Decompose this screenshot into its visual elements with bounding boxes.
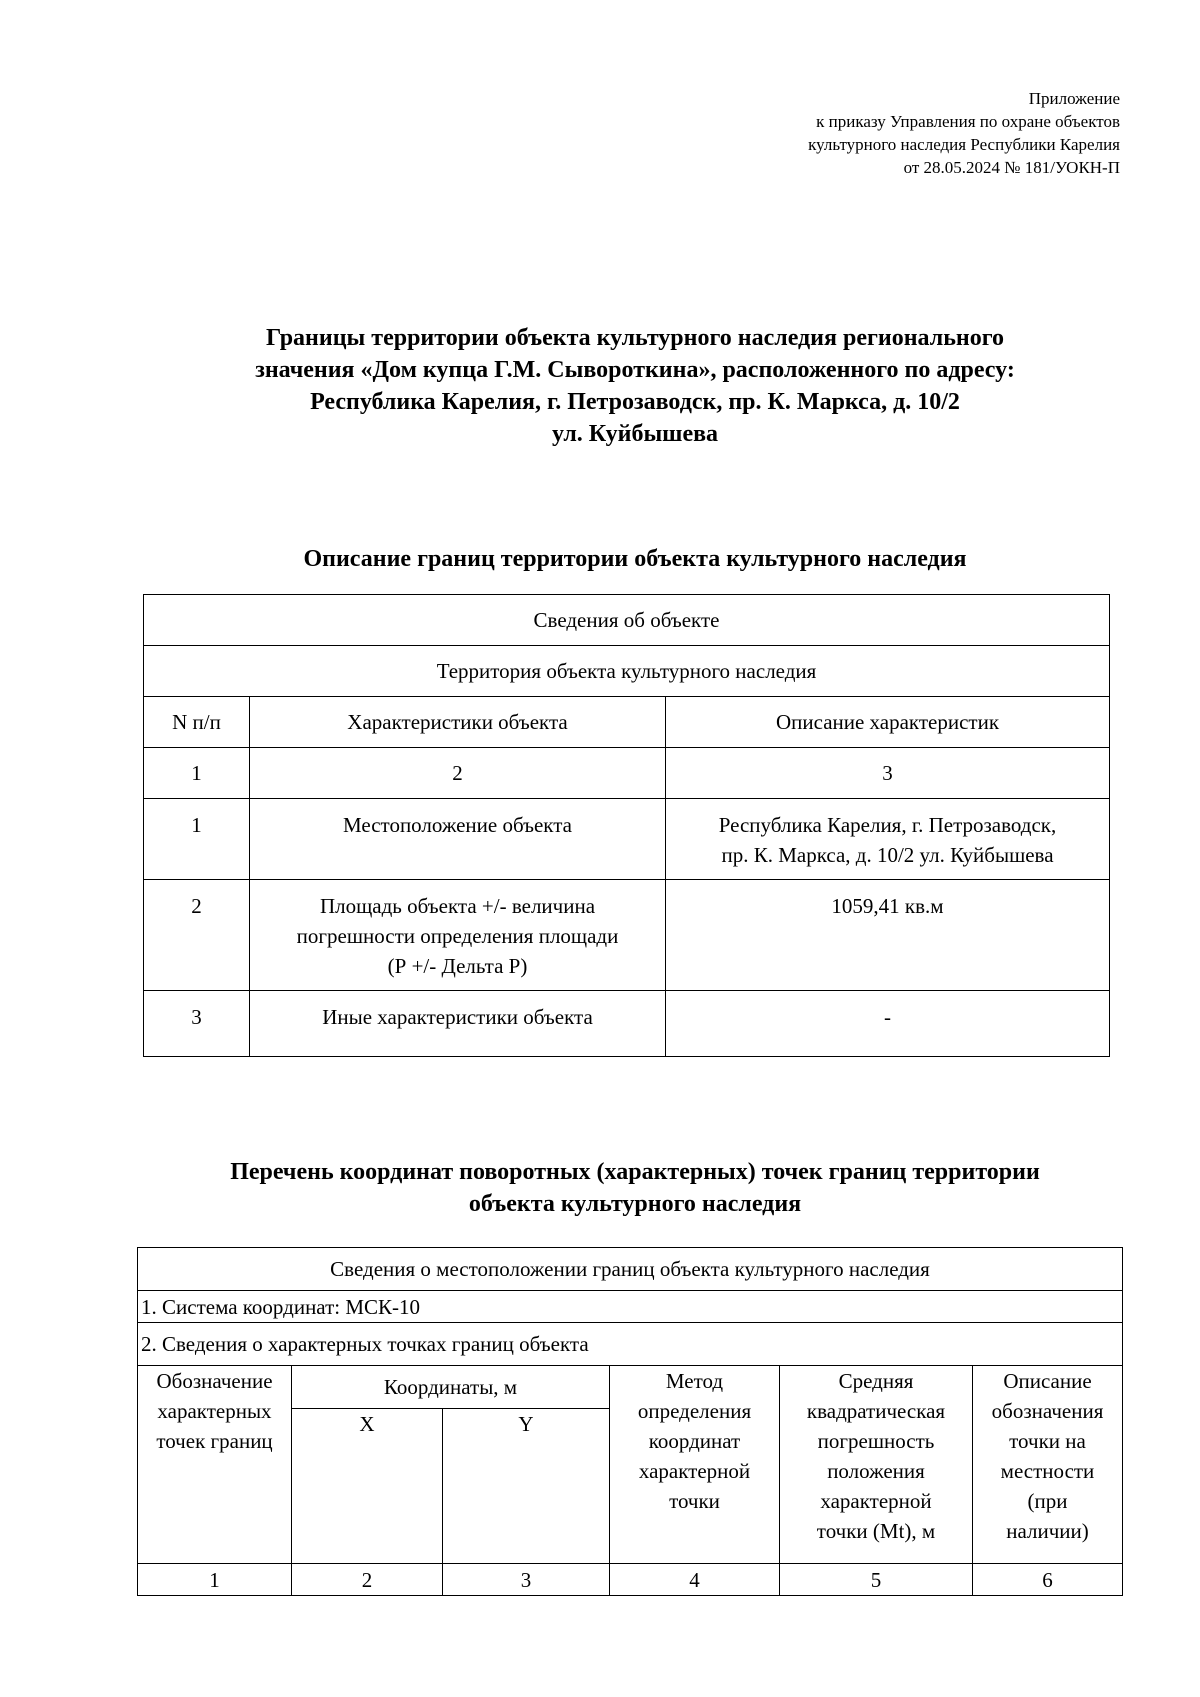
points-info: 2. Сведения о характерных точках границ объекта — [138, 1323, 1123, 1366]
table-row — [144, 880, 1110, 991]
row-description: 1059,41 кв.м — [666, 880, 1110, 991]
table-row — [144, 991, 1110, 1057]
column-header-description: Описание обозначения точки на местности (при наличии) — [973, 1366, 1123, 1564]
appendix-line: к приказу Управления по охране объектов — [816, 112, 1120, 131]
column-header-y: Y — [443, 1409, 610, 1564]
column-number: 4 — [610, 1564, 780, 1596]
coordinate-system: 1. Система координат: МСК-10 — [138, 1291, 1123, 1323]
description-line: пр. К. Маркса, д. 10/2 ул. Куйбышева — [721, 843, 1054, 867]
title-line: Республика Карелия, г. Петрозаводск, пр. К. Маркса, д. 10/2 — [310, 389, 960, 415]
table2-header: Сведения о местоположении границ объекта культурного наследия — [138, 1248, 1123, 1291]
column-header-method: Метод определения координат характерной точки — [610, 1366, 780, 1564]
row-characteristic: Местоположение объекта — [250, 799, 666, 880]
row-number: 2 — [144, 880, 250, 991]
table-row — [144, 799, 1110, 880]
column-header: N п/п — [144, 697, 250, 748]
row-description — [666, 799, 1110, 880]
table1-subheader: Территория объекта культурного наследия — [144, 646, 1110, 697]
title-line: значения «Дом купца Г.М. Сывороткина», расположенного по адресу: — [255, 357, 1015, 383]
column-number: 2 — [292, 1564, 443, 1596]
column-header-coordinates: Координаты, м — [292, 1366, 610, 1409]
column-number: 5 — [780, 1564, 973, 1596]
coordinates-table — [137, 1247, 1123, 1596]
section1-title: Описание границ территории объекта культурного наследия — [303, 546, 967, 572]
characteristic-line: Площадь объекта +/- величина — [319, 894, 596, 918]
characteristic-line: (Р +/- Дельта Р) — [387, 954, 528, 978]
column-header-x: X — [292, 1409, 443, 1564]
column-number: 1 — [144, 748, 250, 799]
row-characteristic: Иные характеристики объекта — [250, 991, 666, 1057]
title-line: ул. Куйбышева — [551, 421, 719, 447]
characteristic-line: погрешности определения площади — [296, 924, 619, 948]
column-number: 2 — [250, 748, 666, 799]
appendix-block — [808, 87, 1120, 179]
document-title — [100, 322, 1170, 450]
title-line: объекта культурного наследия — [468, 1191, 802, 1217]
column-header-designation: Обозначение характерных точек границ — [138, 1366, 292, 1564]
column-header: Описание характеристик — [666, 697, 1110, 748]
appendix-line: от 28.05.2024 № 181/УОКН-П — [903, 158, 1120, 177]
title-line: Границы территории объекта культурного наследия регионального — [265, 325, 1005, 351]
row-number: 3 — [144, 991, 250, 1057]
description-line: Республика Карелия, г. Петрозаводск, — [718, 813, 1057, 837]
column-number: 6 — [973, 1564, 1123, 1596]
title-line: Перечень координат поворотных (характерных) точек границ территории — [230, 1159, 1040, 1185]
column-number: 3 — [443, 1564, 610, 1596]
object-info-table — [143, 594, 1110, 1057]
section2-title — [100, 1156, 1170, 1220]
row-description: - — [666, 991, 1110, 1057]
column-header: Характеристики объекта — [250, 697, 666, 748]
table1-header: Сведения об объекте — [144, 595, 1110, 646]
row-number: 1 — [144, 799, 250, 880]
column-number: 1 — [138, 1564, 292, 1596]
appendix-line: культурного наследия Республики Карелия — [808, 135, 1120, 154]
appendix-line: Приложение — [1028, 89, 1120, 108]
row-characteristic — [250, 880, 666, 991]
column-header-error: Средняя квадратическая погрешность положения характерной точки (Mt), м — [780, 1366, 973, 1564]
column-number: 3 — [666, 748, 1110, 799]
